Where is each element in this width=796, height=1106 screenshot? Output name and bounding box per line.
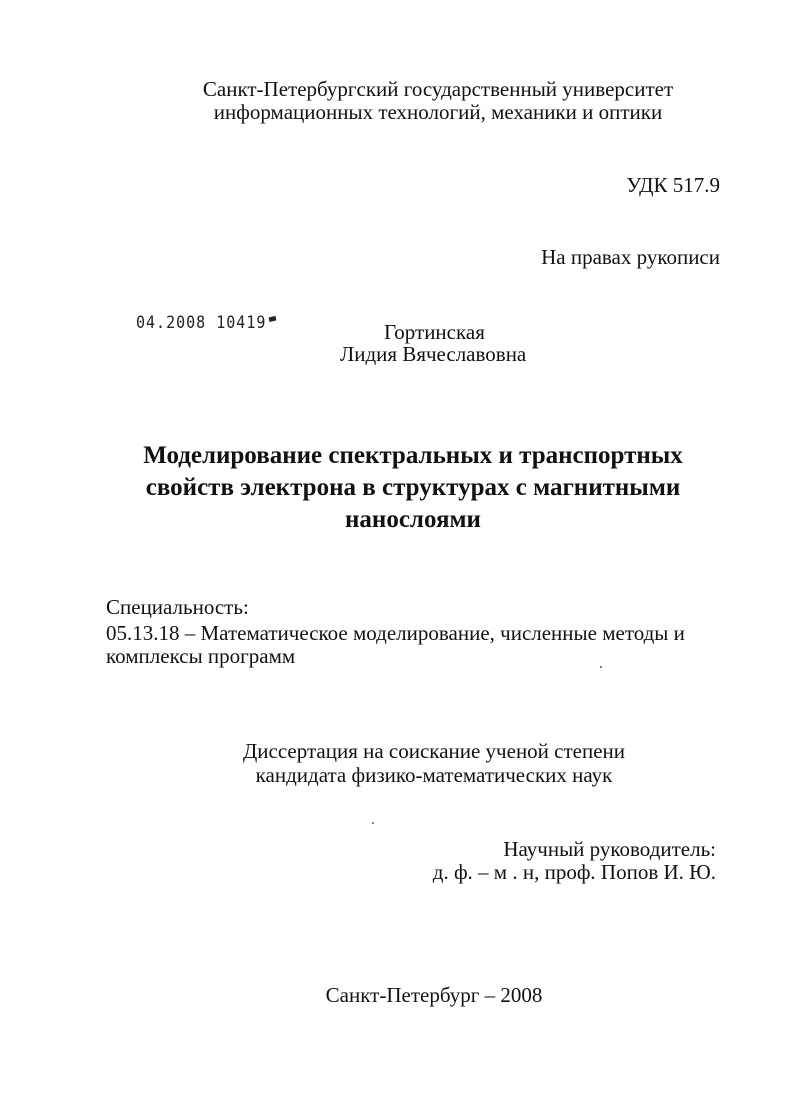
dissertation-degree-line2: кандидата физико-математических наук	[255, 763, 613, 787]
title-line3: нанослоями	[345, 506, 481, 533]
title-line2: свойств электрона в структурах с магнитными	[145, 474, 681, 501]
specialty-text-line2: комплексы программ	[106, 644, 296, 668]
advisor-name: д. ф. – м . н, проф. Попов И. Ю.	[432, 860, 716, 884]
stamp-mark-icon	[269, 316, 277, 322]
specialty-label: Специальность:	[106, 595, 249, 619]
stamp-number: 04.2008 10419	[136, 312, 267, 333]
registration-stamp	[136, 312, 276, 333]
specialty-text-line1: 05.13.18 – Математическое моделирование, численные методы и	[106, 621, 685, 645]
udk-code: УДК 517.9	[626, 173, 720, 197]
dissertation-degree-line1: Диссертация на соискание ученой степени	[242, 739, 626, 763]
rights-notice: На правах рукописи	[541, 245, 720, 269]
title-line1: Моделирование спектральных и транспортных	[143, 442, 683, 469]
author-surname: Гортинская	[384, 320, 485, 344]
university-name-line2: информационных технологий, механики и оптики	[213, 100, 663, 124]
dissertation-title	[0, 440, 796, 536]
advisor-label: Научный руководитель:	[503, 837, 716, 861]
scan-speck	[600, 666, 602, 668]
author-given-names: Лидия Вячеславовна	[340, 342, 527, 366]
scan-speck	[372, 822, 374, 824]
university-name-line1: Санкт-Петербургский государственный университет	[202, 77, 674, 101]
city-year: Санкт-Петербург – 2008	[325, 983, 543, 1007]
